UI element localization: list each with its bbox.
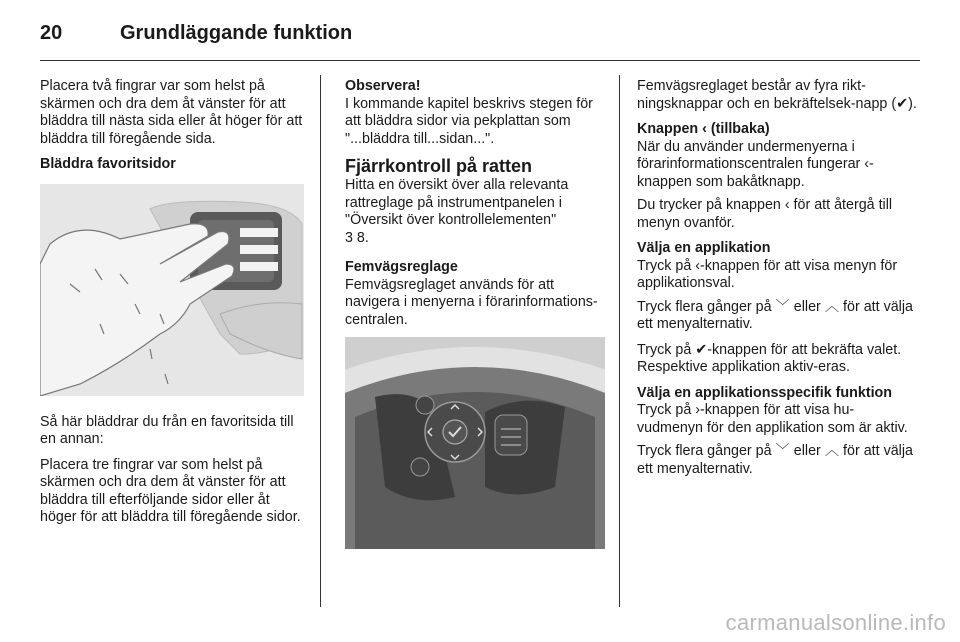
page-reference: 3 8. [345,229,369,246]
hand-swipe-illustration [40,184,304,396]
note-heading: Observera! [345,78,421,94]
column-divider-1 [320,75,321,607]
paragraph-app-function-1: Tryck på ›-knappen för att visa hu-vudmenyn för den applikation som är aktiv. [637,402,908,436]
paragraph-select-app-3: Tryck på ✔-knappen för att bekräfta valet. Respektive applikation aktiv-eras. [637,341,902,375]
column-1 [40,78,308,535]
paragraph-two-finger: Placera två fingrar var som helst på skärmen och dra dem åt vänster för att bläddra till nästa sida eller åt höger för att bläddra till föregående sida. [40,78,303,147]
column-3 [637,78,919,486]
page-header [40,22,920,52]
paragraph-fiveway-desc: Femvägsreglaget består av fyra rikt-ningsknappar och en bekräftelsek-napp (✔). [637,78,917,112]
heading-app-function: Välja en applikationsspecifik funktion [637,384,893,401]
section-heading-remote: Fjärrkontroll på ratten [345,156,533,176]
subtext-fiveway: Femvägsreglaget används för att navigera i menyerna i förarinformations-centralen. [345,276,598,328]
paragraph-back-return: Du trycker på knappen ‹ för att återgå till menyn ovanför. [637,197,893,231]
paragraph-select-app-1: Tryck på ‹-knappen för att visa menyn för applikationsval. [637,257,898,291]
column-2 [345,78,607,549]
subheading-fiveway: Femvägsreglage [345,259,458,275]
paragraph-back-desc: När du använder undermenyerna i förarinformationscentralen fungerar ‹-knappen som bakåtknapp. [637,138,874,190]
figure-steering-wheel [345,337,605,549]
heading-select-app: Välja en applikation [637,240,771,256]
paragraph-three-finger: Placera tre fingrar var som helst på skärmen och dra dem åt vänster för att bläddra till efterföljande sidor eller åt höger för att bläddra till föregående sidor. [40,456,301,525]
heading-favorites: Bläddra favoritsidor [40,156,176,172]
paragraph-favorites-intro: Så här bläddrar du från en favoritsida till en annan: [40,413,294,447]
column-divider-2 [619,75,620,607]
figure-touchpad-hand [40,184,304,396]
header-rule [40,60,920,61]
steering-wheel-illustration [345,337,605,549]
heading-back-button: Knappen ‹ (tillbaka) [637,121,770,137]
paragraph-app-function-2: Tryck flera gånger på ﹀ eller ︿ för att välja ett menyalternativ. [637,443,913,477]
note-text: I kommande kapitel beskrivs stegen för att bläddra sidor via pekplattan som "...bläddra till...sidan...". [345,95,593,147]
paragraph-select-app-2: Tryck flera gånger på ﹀ eller ︿ för att välja ett menyalternativ. [637,298,913,332]
section-text-remote: Hitta en översikt över alla relevanta rattreglage på instrumentpanelen i "Översikt över kontrollelementen" [345,177,569,228]
page-title: Grundläggande funktion [120,22,353,44]
watermark: carmanualsonline.info [725,610,946,635]
page-number: 20 [40,22,63,44]
